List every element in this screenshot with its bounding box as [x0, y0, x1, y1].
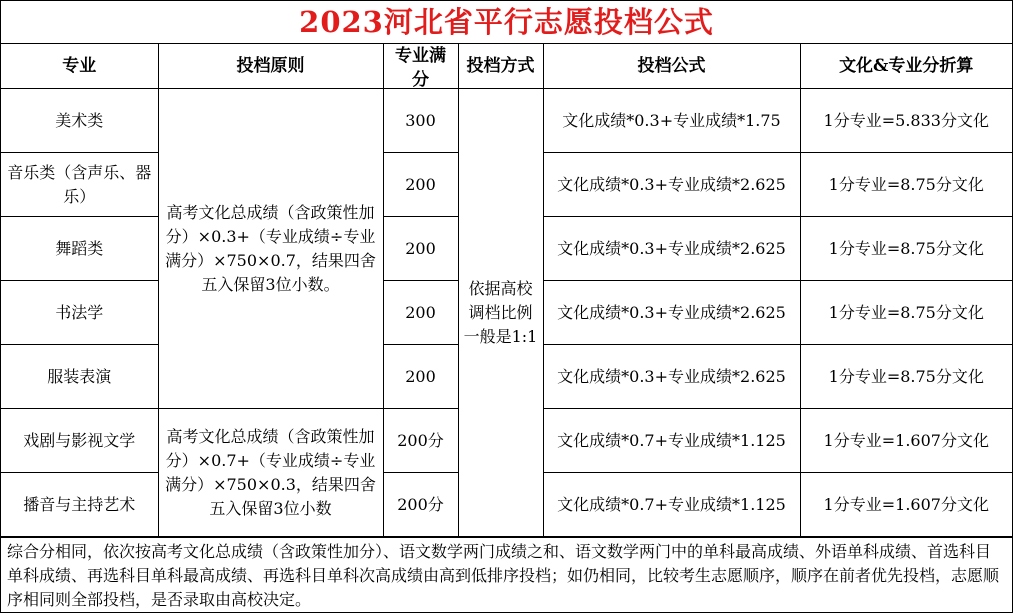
cell-conversion: 1分专业=8.75分文化 — [800, 153, 1012, 217]
header-conversion: 文化&专业分折算 — [800, 44, 1012, 89]
table-header-row — [1, 44, 1012, 89]
cell-formula: 文化成绩*0.7+专业成绩*1.125 — [543, 409, 800, 473]
cell-conversion: 1分专业=1.607分文化 — [800, 473, 1012, 537]
cell-formula: 文化成绩*0.3+专业成绩*2.625 — [543, 345, 800, 409]
header-rule: 投档原则 — [158, 44, 383, 89]
cell-full-score: 300 — [383, 89, 458, 153]
cell-conversion: 1分专业=1.607分文化 — [800, 409, 1012, 473]
table-row — [1, 89, 1012, 153]
cell-formula: 文化成绩*0.3+专业成绩*1.75 — [543, 89, 800, 153]
cell-major: 音乐类（含声乐、器乐） — [1, 153, 158, 217]
page-title: 2023河北省平行志愿投档公式 — [1, 1, 1012, 44]
cell-formula: 文化成绩*0.3+专业成绩*2.625 — [543, 281, 800, 345]
header-formula: 投档公式 — [543, 44, 800, 89]
cell-major: 播音与主持艺术 — [1, 473, 158, 537]
tiebreak-note: 综合分相同，依次按高考文化总成绩（含政策性加分）、语文数学两门成绩之和、语文数学两门中的单科最高成绩、外语单科成绩、首选科目单科成绩、再选科目单科最高成绩、再选科目单科次高成绩由高到低排序投档；如仍相同，比较考生志愿顺序，顺序在前者优先投档，志愿顺序相同则全部投档，是否录取由高校决定。 — [1, 537, 1012, 616]
cell-full-score: 200分 — [383, 409, 458, 473]
header-full-score: 专业满分 — [383, 44, 458, 89]
cell-full-score: 200 — [383, 281, 458, 345]
cell-full-score: 200分 — [383, 473, 458, 537]
cell-full-score: 200 — [383, 217, 458, 281]
cell-formula: 文化成绩*0.3+专业成绩*2.625 — [543, 153, 800, 217]
formula-table — [1, 44, 1012, 537]
cell-major: 美术类 — [1, 89, 158, 153]
cell-conversion: 1分专业=8.75分文化 — [800, 345, 1012, 409]
cell-major: 戏剧与影视文学 — [1, 409, 158, 473]
cell-major: 书法学 — [1, 281, 158, 345]
cell-formula: 文化成绩*0.3+专业成绩*2.625 — [543, 217, 800, 281]
cell-conversion: 1分专业=5.833分文化 — [800, 89, 1012, 153]
cell-conversion: 1分专业=8.75分文化 — [800, 281, 1012, 345]
header-major: 专业 — [1, 44, 158, 89]
cell-full-score: 200 — [383, 153, 458, 217]
cell-rule-group-2: 高考文化总成绩（含政策性加分）×0.7+（专业成绩÷专业满分）×750×0.3，结果四舍五入保留3位小数 — [158, 409, 383, 537]
cell-rule-group-1: 高考文化总成绩（含政策性加分）×0.3+（专业成绩÷专业满分）×750×0.7，结果四舍五入保留3位小数。 — [158, 89, 383, 409]
cell-major: 服装表演 — [1, 345, 158, 409]
cell-major: 舞蹈类 — [1, 217, 158, 281]
cell-conversion: 1分专业=8.75分文化 — [800, 217, 1012, 281]
cell-formula: 文化成绩*0.7+专业成绩*1.125 — [543, 473, 800, 537]
cell-full-score: 200 — [383, 345, 458, 409]
header-mode: 投档方式 — [458, 44, 543, 89]
cell-admission-mode: 依据高校调档比例一般是1:1 — [458, 89, 543, 537]
